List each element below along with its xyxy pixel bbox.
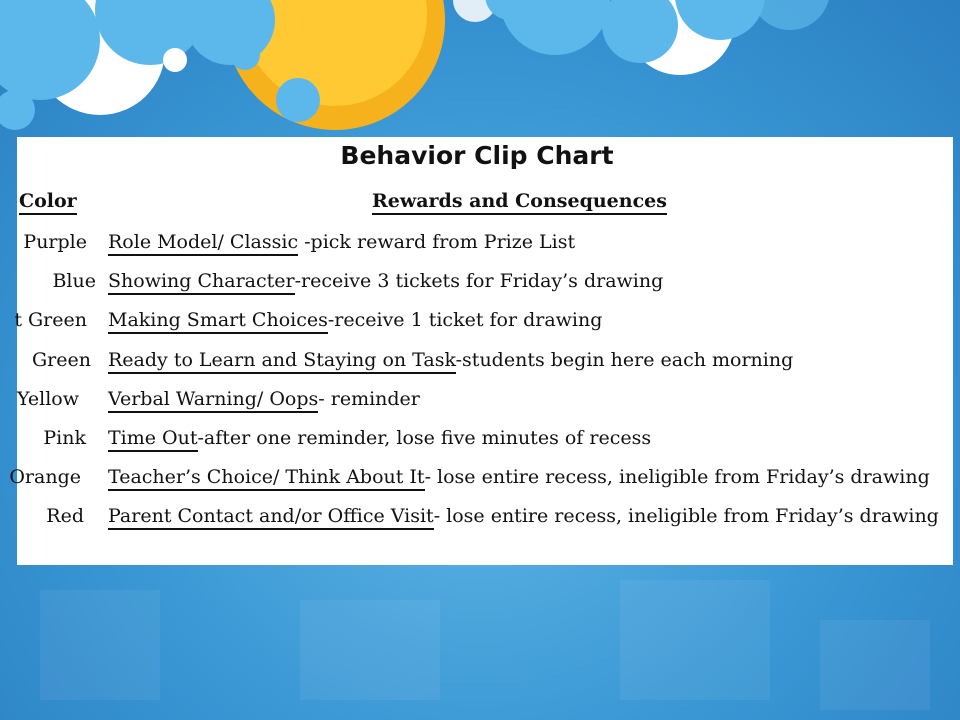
row-description xyxy=(108,230,575,254)
row-detail: - lose entire recess, ineligible from Friday’s drawing xyxy=(433,505,939,527)
row-term: Ready to Learn and Staying on Task xyxy=(108,349,456,374)
color-column-header: Color xyxy=(19,190,77,215)
row-color-label: Blue xyxy=(52,270,96,292)
table-row xyxy=(17,348,953,387)
row-description xyxy=(108,308,602,332)
row-detail: -receive 1 ticket for drawing xyxy=(327,309,603,331)
cloud-right-icon xyxy=(453,0,830,75)
table-row xyxy=(17,387,953,426)
sun-and-clouds-decoration xyxy=(0,0,960,160)
row-description xyxy=(108,387,420,411)
row-description xyxy=(108,465,930,489)
row-term: Parent Contact and/or Office Visit xyxy=(108,505,434,530)
row-term: Showing Character xyxy=(108,270,295,295)
row-description xyxy=(108,348,793,372)
row-detail: -pick reward from Prize List xyxy=(298,231,576,253)
row-color-label: Green xyxy=(32,349,91,371)
row-term: Time Out xyxy=(108,427,198,452)
table-row xyxy=(14,308,953,347)
row-detail: -receive 3 tickets for Friday’s drawing xyxy=(294,270,664,292)
row-color-label: t Green xyxy=(14,309,87,331)
row-term: Role Model/ Classic xyxy=(108,231,298,256)
row-term: Verbal Warning/ Oops xyxy=(108,388,318,413)
page-title: Behavior Clip Chart xyxy=(340,141,614,170)
row-detail: - reminder xyxy=(318,388,420,410)
table-row xyxy=(17,269,953,308)
row-color-label: Pink xyxy=(43,427,86,449)
table-row xyxy=(17,230,953,269)
row-color-label: Purple xyxy=(23,231,87,253)
rewards-column-header: Rewards and Consequences xyxy=(372,190,667,215)
table-row xyxy=(9,465,953,504)
table-row xyxy=(17,504,953,543)
row-detail: -students begin here each morning xyxy=(455,349,794,371)
row-description xyxy=(108,426,651,450)
row-color-label: Orange xyxy=(9,466,81,488)
row-color-label: Yellow xyxy=(17,388,79,410)
table-row xyxy=(17,426,953,465)
behavior-chart-card xyxy=(9,137,953,565)
row-term: Making Smart Choices xyxy=(108,309,328,334)
row-detail: -after one reminder, lose five minutes of recess xyxy=(197,427,652,449)
row-color-label: Red xyxy=(46,505,84,527)
row-description xyxy=(108,269,663,293)
row-detail: - lose entire recess, ineligible from Friday’s drawing xyxy=(424,466,930,488)
row-description xyxy=(108,504,939,528)
row-term: Teacher’s Choice/ Think About It xyxy=(108,466,425,491)
